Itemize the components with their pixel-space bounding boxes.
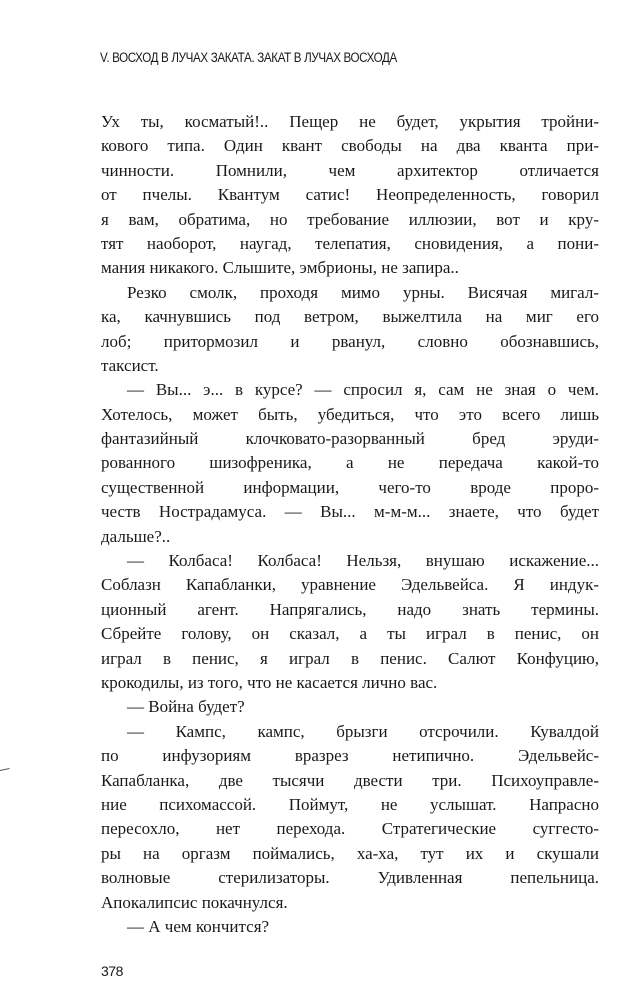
body-text [101, 110, 599, 939]
text-line: чинности. Помнили, чем архитектор отличается [101, 160, 599, 180]
text-line: Сбрейте голову, он сказал, а ты играл в пенис, он [101, 624, 599, 644]
text-line: от пчелы. Квантум сатис! Неопределенность, говорил [101, 185, 599, 205]
text-line: Ух ты, косматый!.. Пещер не будет, укрытия тройни- [101, 112, 599, 131]
text-line: — Война будет? [127, 697, 245, 717]
text-line: честв Нострадамуса. — Вы... м-м-м... знаете, что будет [101, 502, 599, 522]
running-header: V. ВОСХОД В ЛУЧАХ ЗАКАТА. ЗАКАТ В ЛУЧАХ ВОСХОДА [100, 50, 397, 65]
text-line: Хотелось, может быть, убедиться, что это всего лишь [101, 404, 599, 424]
text-line: Резко смолк, проходя мимо урны. Висячая мигал- [127, 282, 599, 302]
text-line: Капабланка, две тысячи двести три. Психоуправле- [101, 770, 599, 790]
text-line: ка, качнувшись под ветром, выжелтила на миг его [101, 307, 599, 327]
text-line: — Вы... э... в курсе? — спросил я, сам не зная о чем. [127, 380, 599, 400]
text-line: мания никакого. Слышите, эмбрионы, не запира.. [101, 258, 459, 278]
text-line: фантазийный клочковато-разорванный бред эруди- [101, 429, 599, 449]
text-line: лоб; притормозил и рванул, словно обознавшись, [101, 331, 599, 351]
text-line: — Колбаса! Колбаса! Нельзя, внушаю искажение... [127, 551, 599, 571]
text-line: — А чем кончится? [127, 916, 270, 936]
text-line: пересохло, нет перехода. Стратегические суггесто- [101, 819, 599, 839]
text-line: Апокалипсис покачнулся. [101, 892, 288, 912]
text-line: ционный агент. Напрягались, надо знать термины. [101, 599, 599, 619]
text-line: играл в пенис, я играл в пенис. Салют Конфуцию, [101, 648, 599, 668]
page-number: 378 [101, 963, 123, 979]
text-line: крокодилы, из того, что не касается лично вас. [101, 672, 438, 692]
text-line: дальше?.. [101, 526, 171, 546]
text-line: кового типа. Один квант свободы на два кванта при- [101, 136, 599, 156]
text-line: рованного шизофреника, а не передача какой-то [101, 453, 599, 473]
text-line: существенной информации, чего-то вроде проро- [101, 477, 599, 497]
text-line: я вам, обратима, но требование иллюзии, вот и кру- [101, 209, 599, 229]
text-line: Соблазн Капабланки, уравнение Эдельвейса. Я индук- [101, 575, 599, 595]
text-line: ры на оргазм поймались, ха-ха, тут их и скушали [101, 843, 599, 863]
text-line: волновые стерилизаторы. Удивленная пепельница. [101, 868, 599, 888]
text-line: таксист. [101, 355, 159, 375]
text-line: тят наоборот, наугад, телепатия, сновидения, а пони- [101, 233, 599, 253]
text-line: ние психомассой. Поймут, не услышат. Напрасно [101, 794, 599, 814]
text-line: — Кампс, кампс, брызги отсрочили. Кувалдой [127, 721, 599, 741]
margin-mark [0, 768, 10, 775]
text-line: по инфузориям вразрез нетипично. Эдельвейс- [101, 746, 599, 766]
